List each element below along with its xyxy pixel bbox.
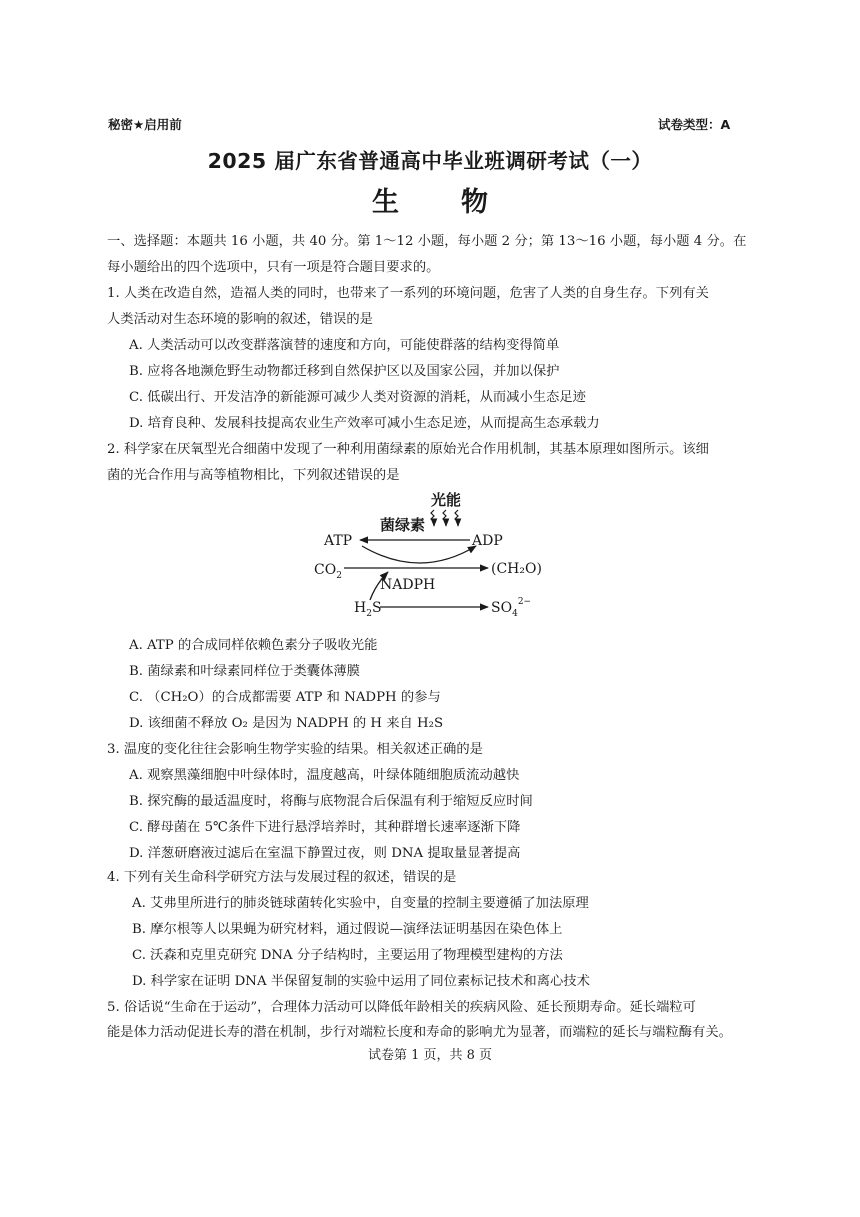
q2-option-c: C. （CH₂O）的合成都需要 ATP 和 NADPH 的参与 [129,690,441,705]
exam-title: 2025 届广东省普通高中毕业班调研考试（一） [207,149,653,173]
nadph-label: NADPH [380,577,436,593]
q4-option-d: D. 科学家在证明 DNA 半保留复制的实验中运用了同位素标记技术和离心技术 [132,974,590,989]
q2-stem-line1: 2. 科学家在厌氧型光合细菌中发现了一种利用菌绿素的原始光合作用机制，其基本原理如图所示。该细 [107,442,709,457]
q2-option-a: A. ATP 的合成同样依赖色素分子吸收光能 [129,638,378,653]
q3-option-c: C. 酵母菌在 5℃条件下进行悬浮培养时，其种群增长速率逐渐下降 [129,820,521,835]
ch2o-label: (CH₂O) [491,561,542,577]
co2-label [314,562,342,581]
light-rays-icon [431,510,458,526]
section-instructions-line2: 每小题给出的四个选项中，只有一项是符合题目要求的。 [107,260,440,275]
page-footer: 试卷第 1 页，共 8 页 [367,1048,493,1063]
so4-text: SO [491,600,513,616]
q1-option-c: C. 低碳出行、开发洁净的新能源可减少人类对资源的消耗，从而减小生态足迹 [129,390,586,405]
q3-option-a: A. 观察黑藻细胞中叶绿体时，温度越高，叶绿体随细胞质流动越快 [129,768,520,783]
h2s-tail: S [371,600,382,616]
exam-type-label: 试卷类型：A [658,117,731,132]
co2-text: CO [314,562,337,578]
q3-stem: 3. 温度的变化往往会影响生物学实验的结果。相关叙述正确的是 [107,742,483,757]
confidential-label: 秘密★启用前 [108,117,182,132]
h2s-subscript: 2 [366,609,372,619]
q1-stem-line2: 人类活动对生态环境的影响的叙述，错误的是 [107,312,373,327]
q5-stem-line2: 能是体力活动促进长寿的潜在机制，步行对端粒长度和寿命的影响尤为显著，而端粒的延长与端粒酶有关。 [107,1025,732,1040]
q4-option-c: C. 沃森和克里克研究 DNA 分子结构时，主要运用了物理模型建构的方法 [132,948,563,963]
q2-stem-line2: 菌的光合作用与高等植物相比，下列叙述错误的是 [107,468,400,483]
so4-label [491,597,531,619]
subject-title [0,180,860,219]
q1-option-b: B. 应将各地濒危野生动物都迁移到自然保护区以及国家公园，并加以保护 [129,364,560,379]
q4-option-b: B. 摩尔根等人以果蝇为研究材料，通过假说—演绎法证明基因在染色体上 [132,922,563,937]
so4-superscript: 2− [517,597,532,607]
co2-subscript: 2 [336,571,342,581]
q3-option-d: D. 洋葱研磨液过滤后在室温下静置过夜，则 DNA 提取量显著提高 [129,846,521,861]
adp-label: ADP [472,533,503,549]
q2-option-d: D. 该细菌不释放 O₂ 是因为 NADPH 的 H 来自 H₂S [129,716,444,731]
h2s-text: H [354,600,367,616]
pigment-label: 菌绿素 [380,516,426,534]
photosynthesis-diagram [300,488,570,620]
so4-subscript: 4 [512,609,518,619]
q1-stem-line1: 1. 人类在改造自然，造福人类的同时，也带来了一系列的环境问题，危害了人类的自身生存。下列有关 [107,286,709,301]
h2s-label [354,600,382,619]
q4-option-a: A. 艾弗里所进行的肺炎链球菌转化实验中，自变量的控制主要遵循了加法原理 [132,896,589,911]
atp-consumption-arrow [362,546,476,563]
q1-option-a: A. 人类活动可以改变群落演替的速度和方向，可能使群落的结构变得简单 [129,338,560,353]
atp-label: ATP [324,533,353,549]
q5-stem-line1: 5. 俗话说“生命在于运动”，合理体力活动可以降低年龄相关的疾病风险、延长预期寿命。延长端粒可 [107,1000,696,1015]
q1-option-d: D. 培育良种、发展科技提高农业生产效率可减小生态足迹，从而提高生态承载力 [129,416,600,431]
q4-stem: 4. 下列有关生命科学研究方法与发展过程的叙述，错误的是 [107,870,457,885]
light-energy-label: 光能 [431,491,462,509]
section-instructions-line1: 一、选择题：本题共 16 小题，共 40 分。第 1～12 小题，每小题 2 分；第 13～16 小题，每小题 4 分。在 [107,234,747,249]
q2-option-b: B. 菌绿素和叶绿素同样位于类囊体薄膜 [129,664,360,679]
q3-option-b: B. 探究酶的最适温度时，将酶与底物混合后保温有利于缩短反应时间 [129,794,533,809]
subject-text: 生物 [372,187,550,218]
